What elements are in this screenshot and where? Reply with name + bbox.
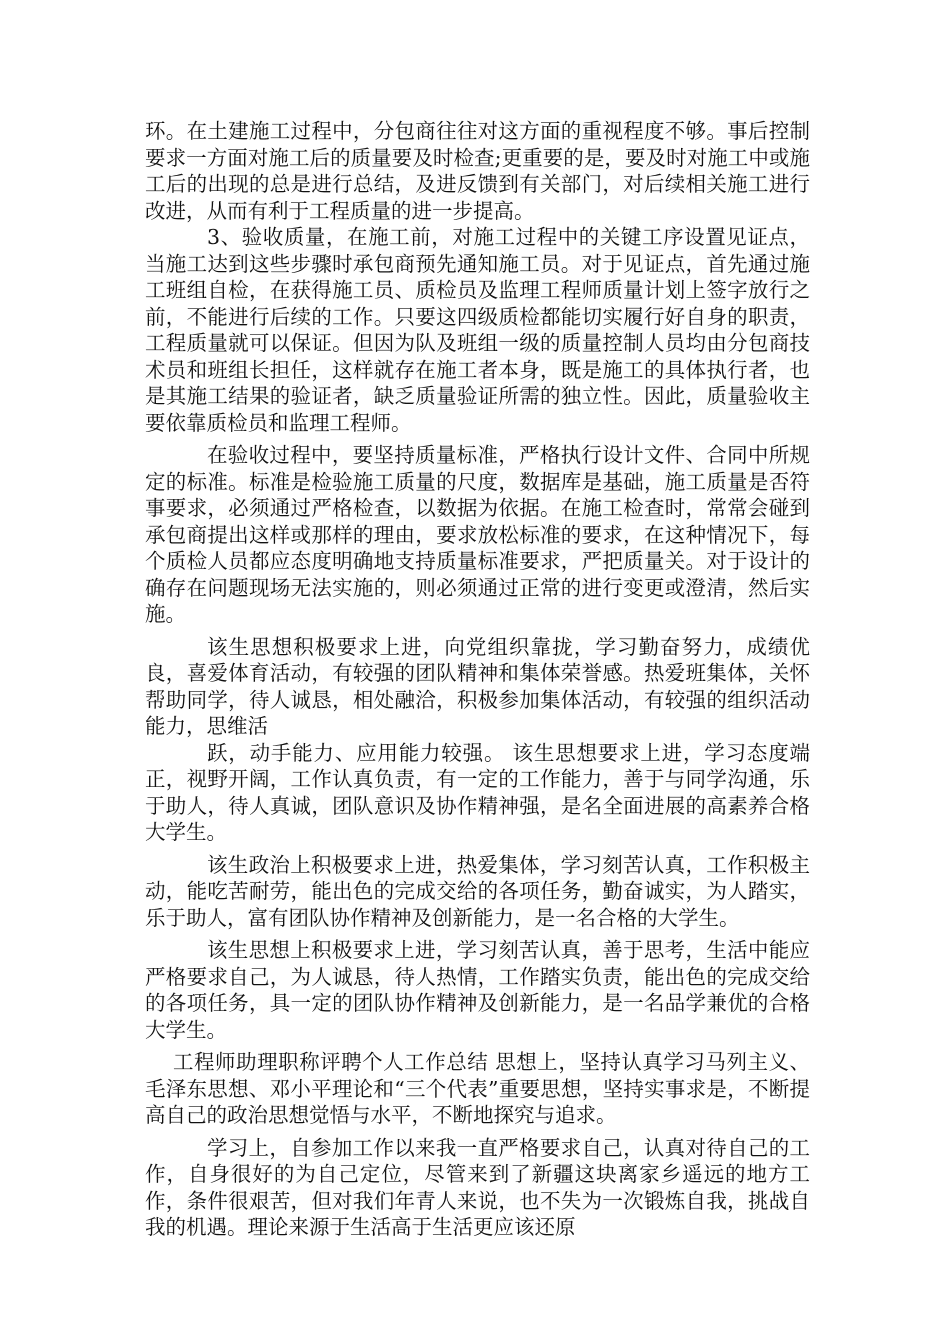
paragraph-acceptance-quality: 3、验收质量，在施工前，对施工过程中的关键工序设置见证点，当施工达到这些步骤时承包商预先通知施工员。对于见证点，首先通过施工班组自检，在获得施工员、质检员及监理工程师质量计划上签字放行之前，不能进行后续的工作。只要这四级质检都能切实履行好自身的职责，工程质量就可以保证。但因为队及班组一级的质量控制人员均由分包商技术员和班组长担任，这样就存在施工者本身，既是施工的具体执行者，也是其施工结果的验证者，缺乏质量验证所需的独立性。因此，质量验收主要依靠质检员和监理工程师。 (145, 225, 810, 435)
paragraph-work-summary-ideology: 工程师助理职称评聘个人工作总结 思想上，坚持认真学习马列主义、毛泽东思想、邓小平理论和“三个代表”重要思想，坚持实事求是，不断提高自己的政治思想觉悟与水平，不断地探究与追求。 (145, 1050, 810, 1127)
paragraph-student-evaluation-3: 该生政治上积极要求上进，热爱集体，学习刻苦认真，工作积极主动，能吃苦耐劳，能出色的完成交给的各项任务，勤奋诚实，为人踏实，乐于助人，富有团队协作精神及创新能力，是一名合格的大学生。 (145, 852, 810, 930)
paragraph-student-evaluation-1: 该生思想积极要求上进，向党组织靠拢，学习勤奋努力，成绩优良，喜爱体育活动，有较强的团队精神和集体荣誉感。热爱班集体，关怀帮助同学，待人诚恳，相处融洽，积极参加集体活动，有较强的组织活动能力，思维活 (145, 634, 810, 738)
document-page (145, 118, 810, 1241)
paragraph-quality-control-end: 环。在土建施工过程中，分包商往往对这方面的重视程度不够。事后控制要求一方面对施工后的质量要及时检查;更重要的是，要及时对施工中或施工后的出现的总是进行总结，及进反馈到有关部门，对后续相关施工进行改进，从而有利于工程质量的进一步提高。 (145, 119, 810, 223)
paragraph-student-evaluation-2: 跃，动手能力、应用能力较强。 该生思想要求上进，学习态度端正，视野开阔，工作认真负责，有一定的工作能力，善于与同学沟通，乐于助人，待人真诚，团队意识及协作精神强，是名全面进展的高素养合格大学生。 (145, 740, 810, 844)
paragraph-student-evaluation-4: 该生思想上积极要求上进，学习刻苦认真，善于思考，生活中能应严格要求自己，为人诚恳，待人热情，工作踏实负责，能出色的完成交给的各项任务，具一定的团队协作精神及创新能力，是一名品学兼优的合格大学生。 (145, 938, 810, 1042)
paragraph-acceptance-process: 在验收过程中，要坚持质量标准，严格执行设计文件、合同中所规定的标准。标准是检验施工质量的尺度，数据库是基础，施工质量是否符事要求，必须通过严格检查，以数据为依据。在施工检查时，常常会碰到承包商提出这样或那样的理由，要求放松标准的要求，在这种情况下，每个质检人员都应态度明确地支持质量标准要求，严把质量关。对于设计的确存在问题现场无法实施的，则必须通过正常的进行变更或澄清，然后实施。 (145, 443, 810, 626)
paragraph-work-summary-study: 学习上，自参加工作以来我一直严格要求自己，认真对待自己的工作，自身很好的为自己定位，尽管来到了新疆这块离家乡遥远的地方工作，条件很艰苦，但对我们年青人来说，也不失为一次锻炼自我，挑战自我的机遇。理论来源于生活高于生活更应该还原 (145, 1135, 810, 1239)
